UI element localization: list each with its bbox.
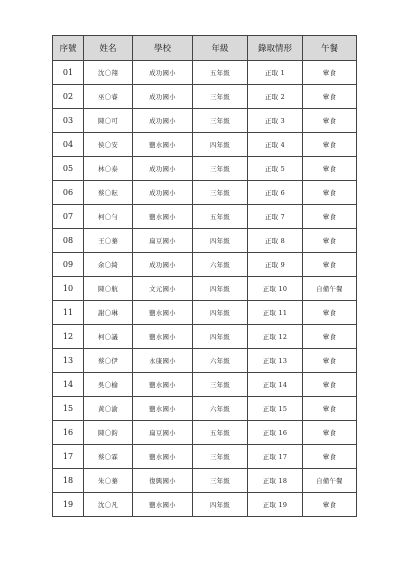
cell-lunch: 葷食 bbox=[303, 349, 357, 373]
cell-no: 03 bbox=[53, 109, 84, 133]
cell-school: 成功國小 bbox=[133, 61, 193, 85]
cell-status: 正取 13 bbox=[248, 349, 303, 373]
header-grade: 年級 bbox=[193, 36, 248, 61]
cell-lunch: 葷食 bbox=[303, 205, 357, 229]
cell-no: 05 bbox=[53, 157, 84, 181]
cell-name: 黃〇渝 bbox=[84, 397, 133, 421]
cell-status: 正取 10 bbox=[248, 277, 303, 301]
cell-no: 10 bbox=[53, 277, 84, 301]
cell-no: 02 bbox=[53, 85, 84, 109]
cell-grade: 三年級 bbox=[193, 469, 248, 493]
cell-grade: 六年級 bbox=[193, 349, 248, 373]
cell-school: 成功國小 bbox=[133, 157, 193, 181]
cell-name: 蔡〇耘 bbox=[84, 181, 133, 205]
cell-grade: 四年級 bbox=[193, 277, 248, 301]
cell-lunch: 葷食 bbox=[303, 325, 357, 349]
cell-school: 成功國小 bbox=[133, 181, 193, 205]
table-row bbox=[53, 373, 357, 397]
cell-school: 鹽水國小 bbox=[133, 133, 193, 157]
cell-lunch: 葷食 bbox=[303, 133, 357, 157]
cell-lunch: 葷食 bbox=[303, 229, 357, 253]
cell-lunch: 葷食 bbox=[303, 373, 357, 397]
cell-grade: 四年級 bbox=[193, 229, 248, 253]
table-row bbox=[53, 397, 357, 421]
cell-no: 13 bbox=[53, 349, 84, 373]
cell-name: 侯〇安 bbox=[84, 133, 133, 157]
cell-status: 正取 11 bbox=[248, 301, 303, 325]
table-row bbox=[53, 205, 357, 229]
table-body bbox=[53, 61, 357, 517]
cell-name: 沈〇凡 bbox=[84, 493, 133, 517]
cell-status: 正取 3 bbox=[248, 109, 303, 133]
cell-school: 鹽水國小 bbox=[133, 325, 193, 349]
table-row bbox=[53, 157, 357, 181]
table-row bbox=[53, 277, 357, 301]
cell-status: 正取 1 bbox=[248, 61, 303, 85]
cell-status: 正取 9 bbox=[248, 253, 303, 277]
cell-lunch: 自備午餐 bbox=[303, 469, 357, 493]
header-lunch: 午餐 bbox=[303, 36, 357, 61]
cell-status: 正取 14 bbox=[248, 373, 303, 397]
cell-lunch: 葷食 bbox=[303, 253, 357, 277]
cell-lunch: 葷食 bbox=[303, 493, 357, 517]
cell-grade: 六年級 bbox=[193, 253, 248, 277]
table-row bbox=[53, 85, 357, 109]
cell-grade: 六年級 bbox=[193, 397, 248, 421]
cell-no: 11 bbox=[53, 301, 84, 325]
cell-name: 蔡〇伊 bbox=[84, 349, 133, 373]
cell-name: 巫〇睿 bbox=[84, 85, 133, 109]
cell-no: 18 bbox=[53, 469, 84, 493]
cell-status: 正取 4 bbox=[248, 133, 303, 157]
cell-lunch: 自備午餐 bbox=[303, 277, 357, 301]
cell-status: 正取 12 bbox=[248, 325, 303, 349]
cell-grade: 四年級 bbox=[193, 301, 248, 325]
cell-school: 成功國小 bbox=[133, 109, 193, 133]
header-status: 錄取情形 bbox=[248, 36, 303, 61]
cell-school: 鹽水國小 bbox=[133, 493, 193, 517]
cell-no: 14 bbox=[53, 373, 84, 397]
cell-name: 陳〇可 bbox=[84, 109, 133, 133]
table-row bbox=[53, 421, 357, 445]
table-header bbox=[53, 36, 357, 61]
cell-grade: 五年級 bbox=[193, 421, 248, 445]
cell-status: 正取 7 bbox=[248, 205, 303, 229]
cell-name: 王〇蓁 bbox=[84, 229, 133, 253]
cell-name: 謝〇琳 bbox=[84, 301, 133, 325]
header-row bbox=[53, 36, 357, 61]
cell-status: 正取 18 bbox=[248, 469, 303, 493]
cell-grade: 五年級 bbox=[193, 61, 248, 85]
cell-school: 鹽水國小 bbox=[133, 205, 193, 229]
cell-no: 15 bbox=[53, 397, 84, 421]
cell-grade: 三年級 bbox=[193, 109, 248, 133]
cell-grade: 三年級 bbox=[193, 373, 248, 397]
cell-name: 柯〇議 bbox=[84, 325, 133, 349]
cell-name: 余〇綺 bbox=[84, 253, 133, 277]
table-row bbox=[53, 325, 357, 349]
cell-lunch: 葷食 bbox=[303, 109, 357, 133]
cell-school: 鹽水國小 bbox=[133, 445, 193, 469]
cell-name: 林〇泰 bbox=[84, 157, 133, 181]
table-row bbox=[53, 229, 357, 253]
cell-lunch: 葷食 bbox=[303, 301, 357, 325]
table-row bbox=[53, 109, 357, 133]
table-row bbox=[53, 469, 357, 493]
cell-grade: 三年級 bbox=[193, 85, 248, 109]
cell-no: 09 bbox=[53, 253, 84, 277]
cell-school: 成功國小 bbox=[133, 253, 193, 277]
table-row bbox=[53, 349, 357, 373]
cell-lunch: 葷食 bbox=[303, 61, 357, 85]
cell-school: 成功國小 bbox=[133, 85, 193, 109]
cell-school: 鹽水國小 bbox=[133, 397, 193, 421]
cell-school: 鹽水國小 bbox=[133, 373, 193, 397]
cell-lunch: 葷食 bbox=[303, 85, 357, 109]
cell-no: 07 bbox=[53, 205, 84, 229]
cell-no: 16 bbox=[53, 421, 84, 445]
admission-list-page bbox=[52, 35, 356, 517]
table-row bbox=[53, 445, 357, 469]
cell-grade: 五年級 bbox=[193, 205, 248, 229]
cell-name: 陳〇航 bbox=[84, 277, 133, 301]
header-name: 姓名 bbox=[84, 36, 133, 61]
cell-school: 文元國小 bbox=[133, 277, 193, 301]
cell-name: 朱〇蓁 bbox=[84, 469, 133, 493]
cell-name: 柯〇勻 bbox=[84, 205, 133, 229]
cell-lunch: 葷食 bbox=[303, 445, 357, 469]
cell-status: 正取 6 bbox=[248, 181, 303, 205]
cell-no: 17 bbox=[53, 445, 84, 469]
cell-lunch: 葷食 bbox=[303, 421, 357, 445]
cell-status: 正取 8 bbox=[248, 229, 303, 253]
cell-grade: 四年級 bbox=[193, 133, 248, 157]
cell-status: 正取 5 bbox=[248, 157, 303, 181]
cell-status: 正取 17 bbox=[248, 445, 303, 469]
table-row bbox=[53, 493, 357, 517]
cell-no: 19 bbox=[53, 493, 84, 517]
cell-school: 永康國小 bbox=[133, 349, 193, 373]
header-school: 學校 bbox=[133, 36, 193, 61]
cell-lunch: 葷食 bbox=[303, 397, 357, 421]
cell-grade: 三年級 bbox=[193, 445, 248, 469]
cell-no: 01 bbox=[53, 61, 84, 85]
cell-no: 04 bbox=[53, 133, 84, 157]
cell-no: 06 bbox=[53, 181, 84, 205]
cell-name: 蔡〇霖 bbox=[84, 445, 133, 469]
cell-lunch: 葷食 bbox=[303, 181, 357, 205]
admission-table bbox=[52, 35, 357, 517]
table-row bbox=[53, 181, 357, 205]
cell-no: 12 bbox=[53, 325, 84, 349]
cell-grade: 三年級 bbox=[193, 181, 248, 205]
cell-grade: 三年級 bbox=[193, 157, 248, 181]
cell-name: 吳〇榆 bbox=[84, 373, 133, 397]
cell-grade: 四年級 bbox=[193, 325, 248, 349]
table-row bbox=[53, 301, 357, 325]
table-row bbox=[53, 61, 357, 85]
cell-status: 正取 19 bbox=[248, 493, 303, 517]
cell-school: 扁豆國小 bbox=[133, 229, 193, 253]
cell-name: 陳〇鈞 bbox=[84, 421, 133, 445]
cell-lunch: 葷食 bbox=[303, 157, 357, 181]
table-row bbox=[53, 133, 357, 157]
cell-no: 08 bbox=[53, 229, 84, 253]
cell-school: 鹽水國小 bbox=[133, 301, 193, 325]
cell-status: 正取 16 bbox=[248, 421, 303, 445]
cell-name: 沈〇翔 bbox=[84, 61, 133, 85]
cell-grade: 四年級 bbox=[193, 493, 248, 517]
header-no: 序號 bbox=[53, 36, 84, 61]
cell-school: 扁豆國小 bbox=[133, 421, 193, 445]
table-row bbox=[53, 253, 357, 277]
cell-status: 正取 15 bbox=[248, 397, 303, 421]
cell-status: 正取 2 bbox=[248, 85, 303, 109]
cell-school: 復興國小 bbox=[133, 469, 193, 493]
